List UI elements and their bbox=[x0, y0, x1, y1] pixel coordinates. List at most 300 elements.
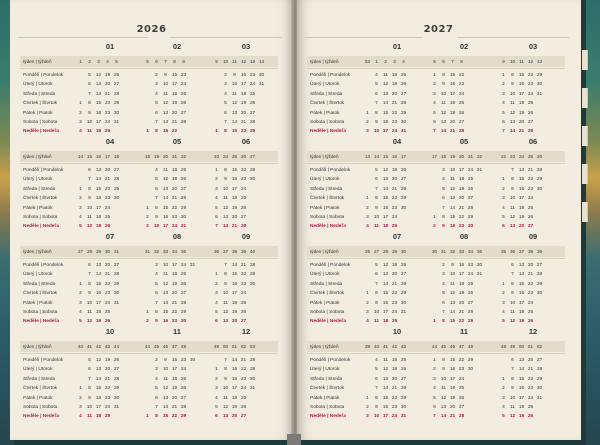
day-number: 27 bbox=[400, 376, 407, 382]
day-number: 24 bbox=[104, 205, 111, 211]
day-number: 22 bbox=[171, 414, 178, 420]
day-number: 17 bbox=[449, 376, 456, 382]
day-number: 14 bbox=[518, 168, 525, 173]
weekday-label: Pátek | Piatok bbox=[23, 300, 53, 306]
day-number: 31 bbox=[113, 300, 120, 306]
day-number: 6 bbox=[88, 263, 91, 268]
day-number: 25 bbox=[400, 358, 407, 363]
day-number: 10 bbox=[222, 291, 229, 297]
day-number: 12 bbox=[382, 263, 389, 268]
day-number: 9 bbox=[155, 214, 158, 220]
week-number: 23 bbox=[509, 154, 516, 159]
day-number: 30 bbox=[249, 281, 256, 287]
day-number: 12 bbox=[440, 110, 447, 116]
day-number: 2 bbox=[366, 300, 369, 306]
day-number: 3 bbox=[224, 82, 227, 88]
day-number: 5 bbox=[502, 414, 505, 420]
day-number: 28 bbox=[113, 272, 120, 278]
day-number: 28 bbox=[400, 101, 407, 107]
day-number: 7 bbox=[511, 367, 514, 373]
weekday-label: Úterý | Utorok bbox=[310, 177, 340, 183]
day-number: 5 bbox=[502, 110, 505, 116]
day-number: 24 bbox=[104, 404, 111, 410]
day-number: 29 bbox=[249, 168, 256, 173]
day-number: 18 bbox=[458, 281, 465, 287]
day-number: 10 bbox=[373, 414, 380, 420]
day-number: 18 bbox=[231, 196, 238, 202]
day-number: 20 bbox=[518, 224, 525, 230]
weekday-row bbox=[307, 299, 565, 308]
cover-edge-right bbox=[586, 0, 600, 445]
day-number: 8 bbox=[155, 309, 158, 315]
day-number: 10 bbox=[509, 395, 516, 401]
day-number: 21 bbox=[391, 281, 398, 287]
day-number: 3 bbox=[442, 272, 445, 278]
week-number: 1 bbox=[375, 59, 378, 64]
day-number: 4 bbox=[502, 101, 505, 107]
index-tab[interactable] bbox=[582, 202, 588, 222]
day-number: 21 bbox=[449, 414, 456, 420]
day-number: 20 bbox=[104, 263, 111, 268]
week-number: 2 bbox=[384, 59, 387, 64]
day-number: 19 bbox=[458, 186, 465, 192]
weekday-label: Pondělí | Pondelok bbox=[23, 73, 64, 78]
month-headings bbox=[307, 232, 565, 246]
month-headings bbox=[307, 137, 565, 151]
day-number: 24 bbox=[249, 82, 256, 88]
weekday-row bbox=[307, 194, 565, 203]
weekday-label: Sobota | Sobota bbox=[23, 404, 58, 410]
day-number: 7 bbox=[375, 101, 378, 107]
day-number: 12 bbox=[509, 319, 516, 325]
day-number: 28 bbox=[180, 119, 187, 125]
day-number: 14 bbox=[95, 177, 102, 183]
week-number: 30 bbox=[431, 249, 438, 254]
day-number: 2 bbox=[366, 404, 369, 410]
week-number: 48 bbox=[500, 344, 507, 349]
weekday-label: Neděle | Nedeľa bbox=[23, 129, 59, 135]
day-number: 31 bbox=[536, 395, 543, 401]
day-number: 23 bbox=[240, 177, 247, 183]
day-number: 11 bbox=[223, 395, 228, 401]
day-number: 20 bbox=[391, 177, 398, 183]
day-number: 30 bbox=[113, 196, 120, 202]
day-number: 8 bbox=[442, 358, 445, 363]
quarter-block bbox=[20, 232, 278, 327]
day-number: 2 bbox=[502, 386, 505, 392]
day-number: 26 bbox=[458, 395, 465, 401]
day-number: 26 bbox=[180, 177, 187, 183]
day-number: 16 bbox=[449, 82, 456, 88]
day-number: 5 bbox=[375, 367, 378, 373]
week-number: 14 bbox=[373, 154, 380, 159]
day-number: 20 bbox=[391, 272, 398, 278]
day-number: 18 bbox=[171, 168, 178, 173]
day-number: 2 bbox=[433, 82, 436, 88]
day-number: 12 bbox=[382, 367, 389, 373]
day-number: 11 bbox=[383, 358, 388, 363]
week-number: 8 bbox=[173, 59, 176, 64]
week-number: 27 bbox=[373, 249, 380, 254]
day-number: 15 bbox=[382, 110, 389, 116]
day-number: 25 bbox=[249, 91, 256, 97]
day-number: 15 bbox=[518, 177, 525, 183]
day-number: 25 bbox=[104, 214, 111, 220]
day-number: 31 bbox=[189, 263, 196, 268]
day-number: 20 bbox=[527, 358, 534, 363]
week-number: 17 bbox=[104, 154, 111, 159]
day-number: 28 bbox=[180, 300, 187, 306]
weekday-label: Středa | Streda bbox=[310, 281, 343, 287]
day-number: 9 bbox=[375, 300, 378, 306]
week-number: 16 bbox=[391, 154, 398, 159]
index-tab[interactable] bbox=[582, 126, 588, 146]
day-number: 1 bbox=[215, 129, 218, 135]
day-number: 21 bbox=[104, 272, 111, 278]
day-number: 6 bbox=[155, 110, 158, 116]
day-number: 8 bbox=[511, 73, 514, 78]
day-number: 20 bbox=[171, 291, 178, 297]
day-number: 23 bbox=[527, 82, 534, 88]
day-number: 29 bbox=[467, 214, 474, 220]
day-number: 12 bbox=[162, 386, 169, 392]
day-number: 17 bbox=[382, 414, 389, 420]
day-number: 25 bbox=[458, 386, 465, 392]
day-number: 9 bbox=[375, 205, 378, 211]
month-headings bbox=[307, 327, 565, 341]
day-number: 18 bbox=[95, 214, 102, 220]
day-number: 14 bbox=[509, 129, 516, 135]
week-number: 13 bbox=[364, 154, 371, 159]
day-number: 6 bbox=[502, 119, 505, 125]
day-number: 5 bbox=[79, 224, 82, 230]
day-number: 23 bbox=[458, 224, 465, 230]
month-number: 03 bbox=[528, 42, 538, 51]
day-number: 5 bbox=[224, 101, 227, 107]
quarter-block bbox=[20, 137, 278, 232]
day-number: 25 bbox=[180, 272, 187, 278]
day-number: 28 bbox=[467, 205, 474, 211]
day-number: 30 bbox=[467, 224, 474, 230]
day-number: 1 bbox=[146, 309, 149, 315]
week-number-row bbox=[307, 151, 565, 162]
day-number: 16 bbox=[95, 291, 102, 297]
day-number: 1 bbox=[146, 414, 149, 420]
day-number: 9 bbox=[233, 73, 236, 78]
day-number: 16 bbox=[458, 263, 465, 268]
day-number: 19 bbox=[449, 395, 456, 401]
day-number: 13 bbox=[518, 263, 525, 268]
day-number: 7 bbox=[375, 186, 378, 192]
day-number: 18 bbox=[231, 395, 238, 401]
day-number: 26 bbox=[467, 291, 474, 297]
day-number: 17 bbox=[171, 367, 178, 373]
day-number: 14 bbox=[162, 404, 169, 410]
day-number: 5 bbox=[88, 358, 91, 363]
day-number: 27 bbox=[180, 186, 187, 192]
week-number: 18 bbox=[144, 154, 151, 159]
week-number: 18 bbox=[440, 154, 447, 159]
day-number: 20 bbox=[104, 367, 111, 373]
day-number: 10 bbox=[373, 214, 380, 220]
day-number: 27 bbox=[458, 404, 465, 410]
day-number: 27 bbox=[113, 168, 120, 173]
day-number: 25 bbox=[391, 224, 398, 230]
day-number: 3 bbox=[215, 291, 218, 297]
day-number: 30 bbox=[400, 205, 407, 211]
weekday-row bbox=[20, 166, 278, 175]
weekday-row bbox=[307, 308, 565, 317]
week-number: 52 bbox=[536, 344, 543, 349]
day-number: 15 bbox=[95, 281, 102, 287]
day-number: 16 bbox=[95, 395, 102, 401]
day-number: 22 bbox=[240, 272, 247, 278]
day-number: 4 bbox=[433, 101, 436, 107]
weekday-label: Neděle | Nedeľa bbox=[23, 319, 59, 325]
week-number: 33 bbox=[162, 249, 169, 254]
day-number: 16 bbox=[171, 358, 178, 363]
day-number: 15 bbox=[162, 205, 169, 211]
day-number: 11 bbox=[510, 205, 515, 211]
day-number: 16 bbox=[382, 119, 389, 125]
day-number: 27 bbox=[180, 291, 187, 297]
day-number: 7 bbox=[442, 309, 445, 315]
day-number: 7 bbox=[88, 91, 91, 97]
weekday-label: Neděle | Nedeľa bbox=[23, 224, 59, 230]
day-number: 7 bbox=[155, 119, 158, 125]
weekday-label: Čtvrtek | Štvrtok bbox=[310, 291, 345, 297]
month-number: 08 bbox=[172, 232, 182, 241]
day-number: 5 bbox=[79, 319, 82, 325]
day-number: 22 bbox=[104, 386, 111, 392]
day-number: 31 bbox=[400, 414, 407, 420]
day-number: 10 bbox=[449, 272, 456, 278]
day-number: 4 bbox=[155, 168, 158, 173]
day-number: 30 bbox=[536, 386, 543, 392]
day-number: 18 bbox=[95, 309, 102, 315]
week-number: 48 bbox=[180, 344, 187, 349]
day-number: 27 bbox=[467, 300, 474, 306]
day-number: 17 bbox=[518, 196, 525, 202]
day-number: 2 bbox=[155, 73, 158, 78]
day-number: 22 bbox=[527, 376, 534, 382]
day-number: 10 bbox=[86, 205, 93, 211]
week-header-label: týden | týždeň bbox=[23, 59, 52, 64]
weekday-row bbox=[20, 109, 278, 118]
day-number: 2 bbox=[79, 196, 82, 202]
week-number: 37 bbox=[518, 249, 525, 254]
index-tab[interactable] bbox=[582, 50, 588, 70]
day-number: 7 bbox=[224, 263, 227, 268]
day-number: 10 bbox=[373, 309, 380, 315]
day-number: 22 bbox=[391, 196, 398, 202]
day-number: 19 bbox=[518, 110, 525, 116]
ribbon-bookmark[interactable] bbox=[287, 434, 301, 445]
day-number: 11 bbox=[510, 101, 515, 107]
day-number: 11 bbox=[510, 309, 515, 315]
weekday-row bbox=[20, 261, 278, 270]
day-number: 25 bbox=[104, 129, 111, 135]
weekday-row bbox=[307, 109, 565, 118]
day-number: 25 bbox=[391, 319, 398, 325]
weekday-label: Úterý | Utorok bbox=[310, 367, 340, 373]
day-number: 3 bbox=[79, 404, 82, 410]
day-number: 13 bbox=[449, 300, 456, 306]
day-number: 8 bbox=[511, 177, 514, 183]
day-number: 11 bbox=[86, 129, 93, 135]
day-number: 22 bbox=[458, 73, 465, 78]
day-number: 27 bbox=[113, 367, 120, 373]
month-number: 03 bbox=[241, 42, 251, 51]
month-headings bbox=[20, 232, 278, 246]
week-number: 11 bbox=[519, 59, 524, 64]
week-number: 39 bbox=[364, 344, 371, 349]
day-number: 5 bbox=[502, 319, 505, 325]
day-number: 14 bbox=[231, 263, 238, 268]
day-number: 14 bbox=[382, 386, 389, 392]
weekday-row bbox=[20, 204, 278, 213]
day-number: 26 bbox=[400, 168, 407, 173]
weekday-row bbox=[20, 270, 278, 279]
day-number: 11 bbox=[441, 386, 446, 392]
day-number: 19 bbox=[104, 358, 111, 363]
day-number: 10 bbox=[86, 300, 93, 306]
day-number: 23 bbox=[527, 386, 534, 392]
day-number: 21 bbox=[391, 186, 398, 192]
day-number: 26 bbox=[527, 214, 534, 220]
day-number: 15 bbox=[449, 358, 456, 363]
day-number: 7 bbox=[215, 224, 218, 230]
day-number: 5 bbox=[442, 186, 445, 192]
weekday-label: Sobota | Sobota bbox=[310, 404, 345, 410]
month-number: 11 bbox=[173, 327, 181, 336]
day-number: 10 bbox=[440, 91, 447, 97]
month-number: 02 bbox=[172, 42, 182, 51]
month-number: 02 bbox=[459, 42, 469, 51]
month-number: 01 bbox=[392, 42, 402, 51]
day-number: 4 bbox=[79, 129, 82, 135]
day-number: 10 bbox=[86, 119, 93, 125]
day-number: 21 bbox=[458, 309, 465, 315]
day-number: 9 bbox=[224, 376, 227, 382]
week-number: 40 bbox=[249, 249, 256, 254]
day-number: 25 bbox=[467, 281, 474, 287]
day-number: 30 bbox=[113, 291, 120, 297]
day-number: 19 bbox=[391, 263, 398, 268]
day-number: 30 bbox=[113, 110, 120, 116]
day-number: 1 bbox=[366, 110, 369, 116]
week-number: 51 bbox=[231, 344, 238, 349]
day-number: 31 bbox=[249, 386, 256, 392]
week-number: 5 bbox=[115, 59, 118, 64]
month-headings bbox=[20, 42, 278, 56]
day-number: 30 bbox=[476, 263, 483, 268]
index-tabs bbox=[582, 50, 586, 240]
day-number: 13 bbox=[382, 91, 389, 97]
month-headings bbox=[20, 137, 278, 151]
week-number: 47 bbox=[458, 344, 465, 349]
week-number: 4 bbox=[106, 59, 109, 64]
day-number: 11 bbox=[163, 272, 168, 278]
week-number: 17 bbox=[431, 154, 438, 159]
day-number: 1 bbox=[215, 168, 218, 173]
day-number: 18 bbox=[449, 386, 456, 392]
day-number: 17 bbox=[382, 129, 389, 135]
day-number: 27 bbox=[400, 91, 407, 97]
weekday-label: Pondělí | Pondelok bbox=[310, 358, 351, 363]
week-number: 25 bbox=[527, 154, 534, 159]
week-number: 5 bbox=[146, 59, 149, 64]
weekday-row bbox=[20, 365, 278, 374]
day-number: 21 bbox=[527, 272, 534, 278]
day-number: 30 bbox=[467, 367, 474, 373]
day-number: 29 bbox=[467, 358, 474, 363]
day-number: 7 bbox=[155, 196, 158, 202]
weekday-label: Středa | Streda bbox=[23, 376, 56, 382]
week-number: 26 bbox=[364, 249, 371, 254]
weekday-row bbox=[20, 80, 278, 89]
day-number: 6 bbox=[375, 177, 378, 183]
day-number: 31 bbox=[113, 119, 120, 125]
quarter-block bbox=[307, 42, 565, 137]
weekday-label: Středa | Streda bbox=[310, 91, 343, 97]
divider bbox=[307, 353, 565, 354]
day-number: 30 bbox=[400, 404, 407, 410]
day-number: 27 bbox=[113, 263, 120, 268]
day-number: 19 bbox=[95, 224, 102, 230]
index-tab[interactable] bbox=[582, 88, 588, 108]
day-number: 26 bbox=[104, 224, 111, 230]
day-number: 9 bbox=[224, 177, 227, 183]
weekday-row bbox=[307, 375, 565, 384]
weekday-row bbox=[307, 80, 565, 89]
day-number: 13 bbox=[518, 358, 525, 363]
weekday-label: Neděle | Nedeľa bbox=[310, 319, 346, 325]
week-number: 9 bbox=[182, 59, 185, 64]
day-number: 15 bbox=[162, 129, 169, 135]
month-headings bbox=[20, 327, 278, 341]
day-number: 21 bbox=[104, 376, 111, 382]
week-number-row bbox=[307, 246, 565, 257]
day-number: 13 bbox=[449, 196, 456, 202]
week-header-label: týden | týždeň bbox=[23, 344, 52, 349]
day-number: 26 bbox=[527, 110, 534, 116]
day-number: 10 bbox=[162, 82, 169, 88]
year-rule bbox=[305, 37, 423, 38]
weekday-row bbox=[307, 289, 565, 298]
weekday-label: Sobota | Sobota bbox=[310, 214, 345, 220]
day-number: 25 bbox=[180, 376, 187, 382]
day-number: 29 bbox=[536, 281, 543, 287]
day-number: 9 bbox=[442, 367, 445, 373]
index-tab[interactable] bbox=[582, 164, 588, 184]
day-number: 18 bbox=[382, 319, 389, 325]
day-number: 10 bbox=[153, 224, 160, 230]
day-number: 9 bbox=[155, 319, 158, 325]
day-number: 4 bbox=[375, 358, 378, 363]
week-number: 10 bbox=[509, 59, 516, 64]
day-number: 22 bbox=[104, 281, 111, 287]
day-number: 29 bbox=[536, 177, 543, 183]
day-number: 11 bbox=[163, 168, 168, 173]
week-number: 28 bbox=[382, 249, 389, 254]
day-number: 15 bbox=[231, 272, 238, 278]
day-number: 17 bbox=[231, 386, 238, 392]
week-number-row bbox=[307, 341, 565, 352]
weekday-label: Čtvrtek | Štvrtok bbox=[23, 196, 58, 202]
day-number: 16 bbox=[382, 404, 389, 410]
day-number: 10 bbox=[509, 300, 516, 306]
